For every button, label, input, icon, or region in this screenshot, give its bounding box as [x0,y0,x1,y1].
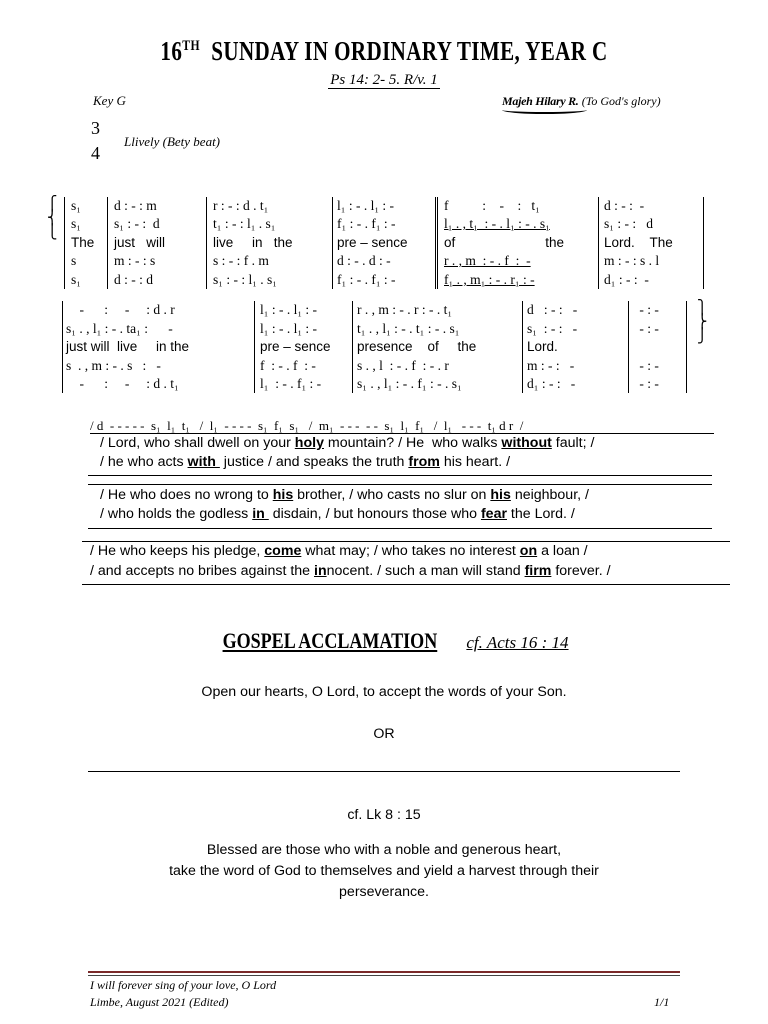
soprano-bar: r . , m : - . r : - . t₁ [357,302,453,317]
bass-bar: s₁ : - : l₁ . s₁ [213,272,277,287]
lyric-bar: of the [444,235,565,250]
lyric-bar: just will [114,235,166,250]
lyric-bar: pre – sence [337,235,408,250]
alto-bar: s₁ : - : d [604,216,653,231]
acclamation-text-2-line3: perseverance. [339,884,429,900]
soprano-bar: d : - : - [604,198,645,213]
alto-bar: l₁ . , t₁ : - . l₁ : - . s₁ [444,216,550,231]
verse-line: / he who acts with justice / and speaks the truth from his heart. / [100,454,511,470]
barline [628,301,629,393]
barline [435,197,436,289]
tenor-bar: r . , m : - . f : - [444,253,531,268]
verse-line: / Lord, who shall dwell on your holy mountain? / He who walks without fault; / [100,435,595,451]
tempo-marking: Llively (Bety beat) [124,134,221,149]
bass-bar: l₁ : - . f₁ : - [260,376,322,391]
time-signature-top: 3 [91,118,100,138]
bass-bar: s₁ . , l₁ : - . f₁ : - . s₁ [357,376,462,391]
composer-name: Majeh Hilary R. [502,94,579,108]
tenor-bar: s . , m : - . s : - [66,358,161,373]
barline [254,301,255,393]
alto-bar: s₁ . , l₁ : - . ta₁ : - [66,321,173,336]
barline [206,197,207,289]
time-signature-bottom: 4 [91,143,100,163]
barline [107,197,108,289]
system-brace-right: ⎫ ⎬ ⎭ [697,300,708,344]
acclamation-text-2-line2: take the word of God to themselves and yield a harvest through their [169,863,599,879]
bass-bar: f₁ . , m₁ : - . r₁ : - [444,272,535,287]
bass-bar: f₁ : - . f₁ : - [337,272,396,287]
tenor-pickup: s [71,253,77,268]
verse-rule [88,528,712,529]
lyric-bar: presence of the [357,339,477,354]
barline [703,197,704,289]
tenor-bar: m : - : s . l [604,253,660,268]
verse-line: / He who keeps his pledge, come what may; / who takes no interest on a loan / [90,543,588,559]
bass-pickup: s₁ [71,272,81,287]
footer-rule [88,971,680,973]
alto-bar: s₁ : - : - [527,321,578,336]
alto-pickup: s₁ [71,216,81,231]
key-signature: Key G [93,93,126,108]
tenor-bar: - : - [636,358,659,373]
barline [598,197,599,289]
soprano-bar: - : - [636,302,659,317]
alto-bar: f₁ : - . f₁ : - [337,216,396,231]
soprano-bar: r : - : d . t₁ [213,198,269,213]
barline [352,301,353,393]
bass-bar: d₁ : - : - [527,376,576,391]
soprano-pickup: s₁ [71,198,81,213]
soprano-bar: l₁ : - . l₁ : - [260,302,318,317]
verse-rule [88,475,712,476]
bass-bar: d : - : d [114,272,153,287]
lyric-bar: just will live in the [66,339,190,354]
page-title [84,36,683,67]
psalm-reference: Ps 14: 2- 5. R/v. 1 [330,72,438,88]
or-separator: OR [373,726,395,742]
verse-line: / who holds the godless in disdain, / but honours those who fear the Lord. / [100,506,575,522]
soprano-bar: d : - : m [114,198,157,213]
lyric-bar: live in the [213,235,293,250]
gospel-reference: cf. Acts 16 : 14 [466,633,569,652]
acclamation-text-2-line1: Blessed are those who with a noble and generous heart, [206,842,562,858]
verse-rule [90,433,714,434]
alto-bar: t₁ : - : l₁ . s₁ [213,216,276,231]
tenor-bar: s : - : f . m [213,253,269,268]
psalm-tone-line: / d - - - - - s₁ l₁ t₁ / l₁ - - - - s₁ f₁ s₁ / m₁ - - - - - s₁ l₁ f₁ / l₁ - - - t₁ d r / [90,418,524,433]
alto-bar: s₁ : - : d [114,216,160,231]
soprano-bar: d : - : - [527,302,578,317]
alto-bar: t₁ . , l₁ : - . t₁ : - . s₁ [357,321,460,336]
tenor-bar: m : - : s [114,253,156,268]
tenor-bar: m : - : - [527,358,575,373]
footer-motto: I will forever sing of your love, O Lord [90,978,277,992]
acclamation-text-1: Open our hearts, O Lord, to accept the words of your Son. [201,684,567,700]
page-number: 1/1 [654,995,670,1009]
verse-line: / He who does no wrong to his brother, / who casts no slur on his neighbour, / [100,487,589,503]
footer-place-date: Limbe, August 2021 (Edited) [90,995,229,1009]
barline [332,197,333,289]
acclamation-reference-2: cf. Lk 8 : 15 [347,807,421,823]
title-suffix: TH [182,38,200,54]
barline [437,197,438,289]
system-brace-left: ⎧ ⎨ ⎩ [47,196,58,240]
lyric-pickup: The [71,235,95,250]
title-number: 16 [160,36,183,66]
alto-bar: - : - [636,321,659,336]
tenor-bar: f : - . f : - [260,358,316,373]
tenor-bar: d : - . d : - [337,253,391,268]
barline [64,197,65,289]
verse-line: / and accepts no bribes against the innocent. / such a man will stand firm forever. / [90,563,611,579]
tenor-bar: s . , l : - . f : - . r [357,358,449,373]
soprano-bar: f : - : t₁ [444,198,540,213]
bass-bar: d₁ : - : - [604,272,649,287]
verse-rule [88,484,712,485]
dedication: (To God's glory) [581,94,661,108]
section-divider [88,771,680,772]
lyric-bar: pre – sence [260,339,331,354]
verse-rule [82,541,730,542]
barline [686,301,687,393]
lyric-bar: Lord. The [604,235,673,250]
title-text: SUNDAY IN ORDINARY TIME, YEAR C [211,36,608,66]
verse-rule [82,584,730,585]
bass-bar: - : - [636,376,659,391]
gospel-heading [0,628,768,654]
bass-bar: - : - : d . t₁ [66,376,179,391]
barline [522,301,523,393]
barline [62,301,63,393]
alto-bar: l₁ : - . l₁ : - [260,321,318,336]
soprano-bar: l₁ : - . l₁ : - [337,198,395,213]
soprano-bar: - : - : d . r [66,302,175,317]
lyric-bar: Lord. [527,339,558,354]
composer-credit [502,93,661,114]
footer-rule-thin [88,975,680,976]
gospel-title: GOSPEL ACCLAMATION [223,628,438,653]
